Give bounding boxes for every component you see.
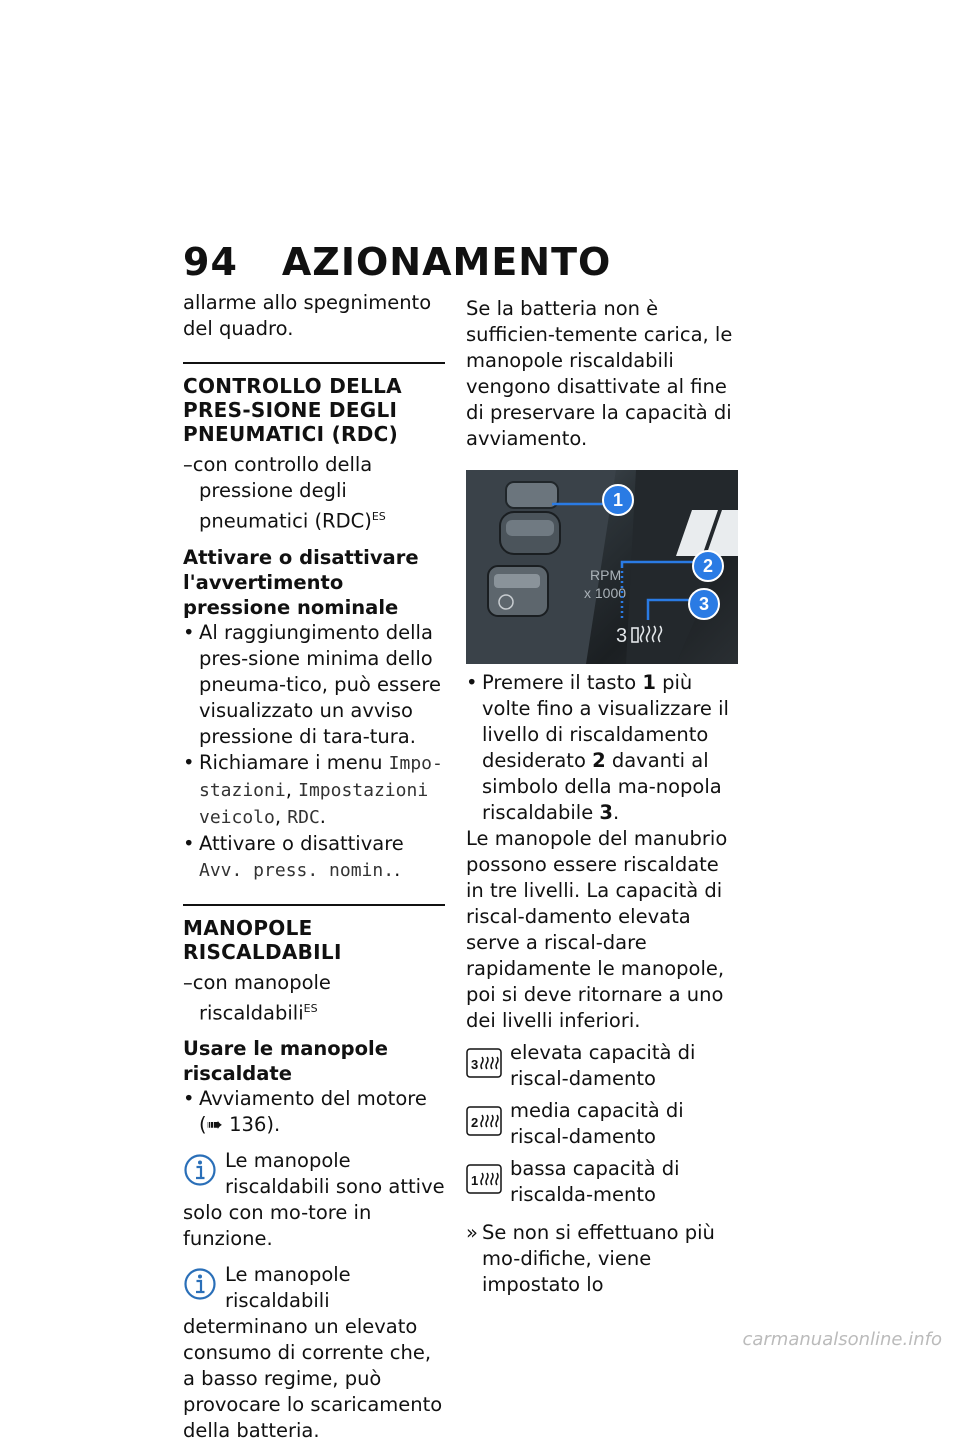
rdc-subtitle: Attivare o disattivare l'avvertimento pressione nominale xyxy=(183,545,419,619)
heated-grips-subtitle: Usare le manopole riscaldate xyxy=(183,1037,388,1085)
page-reference: (➠ 136). xyxy=(199,1113,281,1136)
info-text-2: Le manopole riscaldabili determinano un elevato consumo di corrente che, a basso regime, può provocare lo scaricamento della batteria. xyxy=(183,1263,443,1442)
heating-level-readout: 3 xyxy=(616,625,628,647)
page-header xyxy=(183,240,611,284)
callout-3-label: 3 xyxy=(698,594,710,614)
menu-name-rdc: RDC xyxy=(287,806,320,828)
result-text: » Se non si effettuano più mo-difiche, viene impostato lo xyxy=(466,1220,741,1298)
level-1-row xyxy=(466,1156,741,1208)
bullet-text: Attivare o disattivare xyxy=(199,831,404,855)
heat-level-2-icon xyxy=(466,1106,502,1136)
level-1-text: bassa capacità di riscalda-mento xyxy=(510,1157,680,1206)
period: . xyxy=(613,801,620,824)
callout-1 xyxy=(603,485,633,515)
step-text: davanti al simbolo della ma-nopola riscaldabile xyxy=(482,749,722,824)
rdc-equipment-note xyxy=(183,452,445,535)
info-note-2 xyxy=(183,1262,445,1444)
section-divider xyxy=(183,362,445,364)
page-number: 94 xyxy=(183,240,238,284)
info-note-1 xyxy=(183,1148,445,1252)
battery-text: Se la batteria non è sufficien-temente carica, le manopole riscaldabili vengono disattivate al fine di preservare la capacità di avviamento. xyxy=(466,297,733,450)
rdc-bullet-1: • Al raggiungimento della pres-sione minima dello pneuma-tico, può essere visualizzato un avviso pressione di tara-tura. xyxy=(183,620,445,750)
info-icon xyxy=(183,1266,217,1302)
rpm-scale-label: x 1000 xyxy=(584,585,627,601)
watermark: carmanualsonline.info xyxy=(742,1329,942,1350)
callout-3 xyxy=(689,589,719,619)
optional-equipment-mark: ES xyxy=(303,1001,318,1015)
rdc-bullet-3 xyxy=(183,831,445,884)
level-3-number: 3 xyxy=(471,1057,479,1072)
left-column xyxy=(183,290,445,1444)
menu-name-settings: Impo-stazioni xyxy=(199,752,443,801)
heated-grips-equipment-note xyxy=(183,970,445,1027)
rdc-bullet-2 xyxy=(183,750,445,831)
callout-2-label: 2 xyxy=(702,556,714,576)
callout-2 xyxy=(693,551,723,581)
menu-name-vehicle-settings: Impostazioni veicolo xyxy=(199,779,429,828)
ref-1: 1 xyxy=(642,671,656,694)
rdc-equipment-text: –con controllo della pressione degli pneumatici (RDC) xyxy=(183,453,373,533)
engine-start-bullet xyxy=(183,1086,445,1138)
intro-text: allarme allo spegnimento del quadro. xyxy=(183,291,432,340)
rdc-section-title: CONTROLLO DELLA PRES-SIONE DEGLI PNEUMATICI (RDC) xyxy=(183,374,402,446)
handlebar-photo xyxy=(466,470,738,664)
section-divider xyxy=(183,904,445,906)
heat-level-3-icon xyxy=(466,1048,502,1078)
rpm-label: RPM xyxy=(590,567,622,583)
level-2-row xyxy=(466,1098,741,1150)
level-3-row xyxy=(466,1040,741,1092)
step-text: Premere il tasto xyxy=(482,671,643,694)
engine-start-text: • Avviamento del motore xyxy=(199,1087,427,1110)
info-text-1: Le manopole riscaldabili sono attive solo con mo-tore in funzione. xyxy=(183,1149,445,1250)
info-icon xyxy=(183,1152,217,1188)
heated-grips-section-title: MANOPOLE RISCALDABILI xyxy=(183,915,342,964)
ref-2: 2 xyxy=(592,749,606,772)
menu-name-nominal-pressure: Avv. press. nomin. xyxy=(199,859,395,881)
page-title: AZIONAMENTO xyxy=(281,240,612,284)
step-text: più volte fino a visualizzare il livello di riscaldamento desiderato xyxy=(482,671,729,772)
level-1-number: 1 xyxy=(471,1173,479,1188)
ref-3: 3 xyxy=(599,801,613,824)
level-3-text: elevata capacità di riscal-damento xyxy=(510,1041,696,1090)
levels-intro: Le manopole del manubrio possono essere riscaldate in tre livelli. La capacità di riscal-damento elevata serve a riscal-dare rapidamente le manopole, poi si deve ritornare a uno dei livelli inferiori. xyxy=(466,827,728,1032)
press-button-step xyxy=(466,670,741,826)
level-2-text: media capacità di riscal-damento xyxy=(510,1099,684,1148)
heat-level-1-icon xyxy=(466,1164,502,1194)
period: . xyxy=(394,857,401,881)
right-column xyxy=(466,296,741,1298)
heated-grips-equipment-text: –con manopole riscaldabili xyxy=(183,970,331,1024)
separator: , xyxy=(274,804,288,828)
optional-equipment-mark: ES xyxy=(371,510,386,523)
callout-1-label: 1 xyxy=(612,490,624,510)
separator: , xyxy=(285,777,299,801)
period: . xyxy=(319,804,326,828)
handlebar-illustration xyxy=(466,470,738,664)
level-2-number: 2 xyxy=(471,1115,479,1130)
bullet-text: Richiamare i menu xyxy=(199,750,389,774)
